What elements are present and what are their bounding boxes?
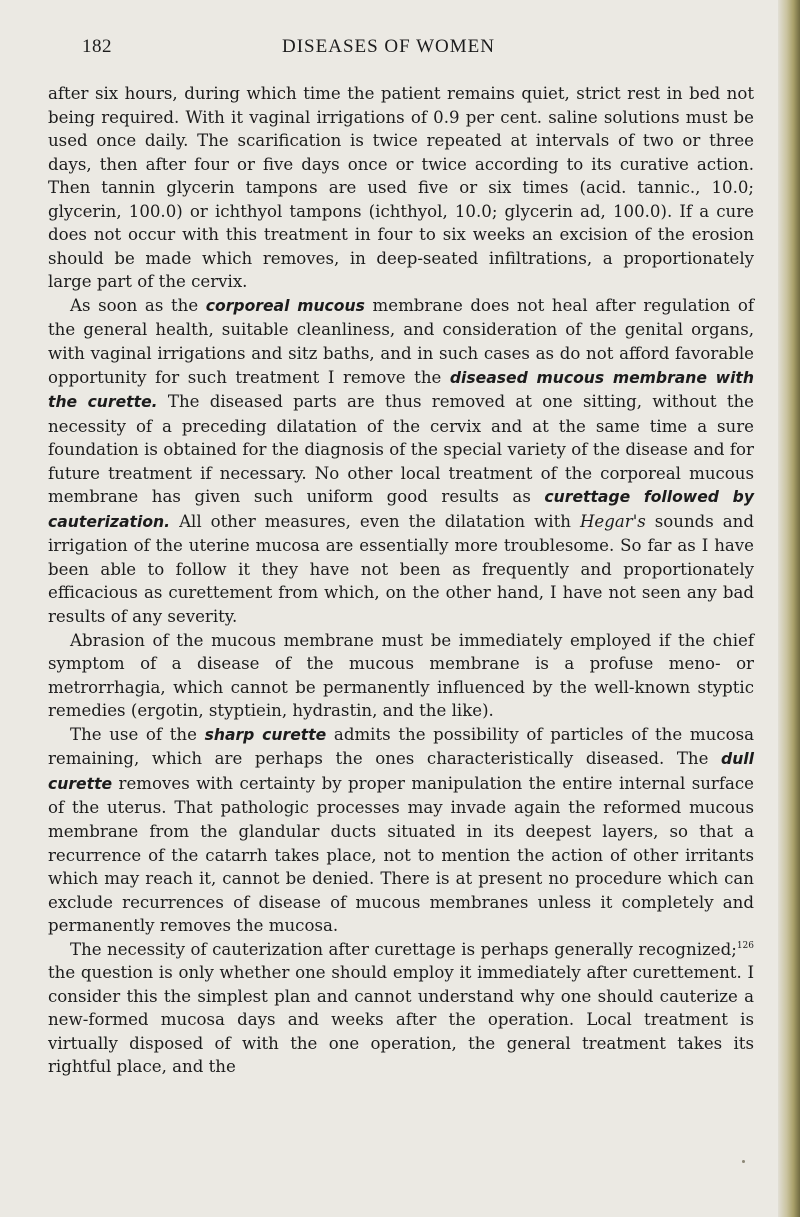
paragraph bbox=[48, 82, 754, 294]
text-run: The necessity of cauterization after curettage is perhaps generally recognized; bbox=[70, 939, 737, 959]
emphasis-text: corporeal mucous bbox=[205, 296, 365, 315]
body-text bbox=[48, 82, 754, 1079]
paragraph bbox=[48, 938, 754, 1079]
italic-text: Hegar's bbox=[579, 511, 646, 531]
text-run: admits the possibility of particles of the mucosa remaining, which are perhaps the ones characteristically diseased. The bbox=[48, 724, 754, 769]
text-run: membrane does not heal after regulation of the general health, suitable cleanliness, and consideration of the genital organs, with vaginal irrigations and sitz baths, and in such cases as do not afford favorable opportunity for such treatment I remove the bbox=[48, 295, 754, 387]
speck bbox=[742, 1160, 745, 1163]
text-run: Abrasion of the mucous membrane must be immediately employed if the chief symptom of a disease of the mucous membrane is a profuse meno- or metrorrhagia, which cannot be permanently influenced by the well-known styptic remedies (ergotin, styptiein, hydrastin, and the like). bbox=[48, 630, 754, 721]
emphasis-text: dull curette bbox=[48, 750, 754, 793]
text-run: removes with certainty by proper manipulation the entire internal surface of the uterus. That pathologic processes may invade again the reformed mucous membrane from the glandular ducts situated in its deepest layers, so that a recurrence of the catarrh takes place, not to mention the action of other irritants which may reach it, cannot be denied. There is at present no procedure which can exclude recurrences of disease of mucous membranes unless it completely and permanently removes the mucosa. bbox=[48, 773, 754, 936]
paragraph bbox=[48, 629, 754, 723]
text-run: All other measures, even the dilatation with bbox=[170, 511, 580, 531]
page-number: 182 bbox=[82, 36, 112, 57]
emphasis-text: sharp curette bbox=[204, 725, 327, 744]
text-run: As soon as the bbox=[70, 295, 206, 315]
text-run: the question is only whether one should employ it immediately after curettement. I consider this the simplest plan and cannot understand why one should cauterize a new-formed mucosa days and weeks after the operation. Local treatment is virtually disposed of with the one operation, the general treatment takes its rightful place, and the bbox=[48, 963, 754, 1077]
paragraph bbox=[48, 723, 754, 938]
running-head-title: DISEASES OF WOMEN bbox=[282, 36, 496, 57]
emphasis-text: diseased mucous membrane with the curette. bbox=[48, 368, 754, 412]
running-header bbox=[82, 36, 722, 66]
text-run: The use of the bbox=[70, 724, 205, 744]
text-run: after six hours, during which time the patient remains quiet, strict rest in bed not being required. With it vaginal irrigations of 0.9 per cent. saline solutions must be used once daily. The scarification is twice repeated at intervals of two or three days, then after four or five days once or twice according to its curative action. Then tannin glycerin tampons are used five or six times (acid. tannic., 10.0; glycerin, 100.0) or ichthyol tampons (ichthyol, 10.0; glycerin ad, 100.0). If a cure does not occur with this treatment in four to six weeks an excision of the erosion should be made which removes, in deep-seated infiltrations, a proportionately large part of the cervix. bbox=[48, 84, 754, 292]
emphasis-text: curettage followed by cauterization. bbox=[48, 488, 754, 531]
text-run: sounds and irrigation of the uterine mucosa are essentially more troublesome. So far as I have been able to follow it they have not been as frequently and proportionately efficacious as curettement from which, on the other hand, I have not seen any bad results of any severity. bbox=[48, 511, 754, 627]
text-run: The diseased parts are thus removed at one sitting, without the necessity of a preceding dilatation of the cervix and at the same time a sure foundation is obtained for the diagnosis of the special variety of the disease and for future treatment if necessary. No other local treatment of the corporeal mucous membrane has given such uniform good results as bbox=[48, 392, 754, 507]
footnote-ref: 126 bbox=[736, 940, 754, 951]
page-edge-shadow bbox=[778, 0, 800, 1217]
paragraph bbox=[48, 294, 754, 629]
